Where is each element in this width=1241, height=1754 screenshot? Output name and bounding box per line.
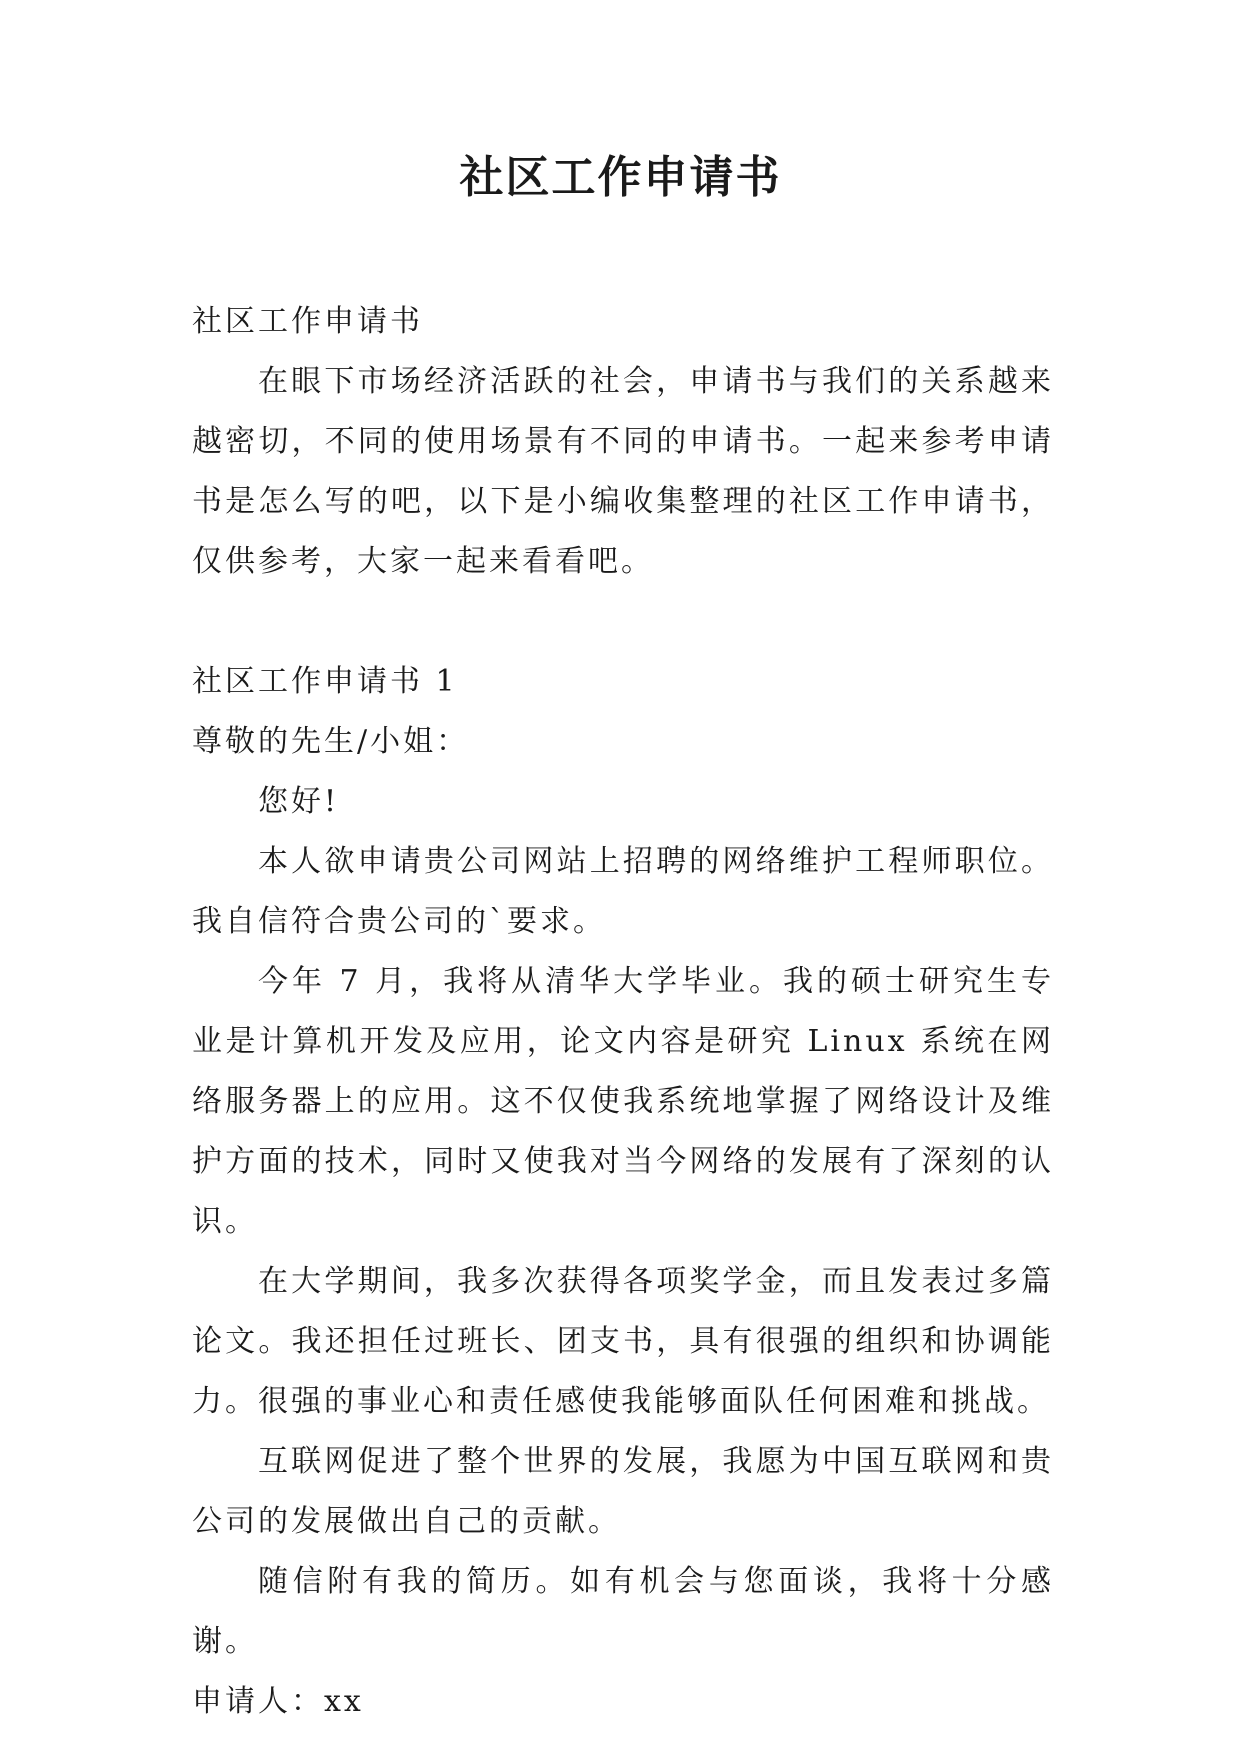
signature: 申请人：xx <box>192 1684 364 1719</box>
intro-paragraph: 在眼下市场经济活跃的社会，申请书与我们的关系越来越密切，不同的使用场景有不同的申请书。一起来参考申请书是怎么写的吧，以下是小编收集整理的社区工作申请书，仅供参考，大家一起来看看吧。 <box>192 364 1054 579</box>
body-paragraph: 今年 7 月，我将从清华大学毕业。我的硕士研究生专业是计算机开发及应用，论文内容是研究 Linux 系统在网络服务器上的应用。这不仅使我系统地掌握了网络设计及维护方面的技术，同时又使我对当今网络的发展有了深刻的认识。 <box>192 964 1054 1239</box>
section-heading: 社区工作申请书 1 <box>192 664 458 699</box>
body-paragraph: 随信附有我的简历。如有机会与您面谈，我将十分感谢。 <box>192 1564 1054 1659</box>
document-body <box>192 292 1054 1732</box>
salutation: 尊敬的先生/小姐： <box>192 724 470 759</box>
body-paragraph: 本人欲申请贵公司网站上招聘的网络维护工程师职位。我自信符合贵公司的`要求。 <box>192 844 1054 939</box>
body-paragraph: 在大学期间，我多次获得各项奖学金，而且发表过多篇论文。我还担任过班长、团支书，具有很强的组织和协调能力。很强的事业心和责任感使我能够面队任何困难和挑战。 <box>192 1264 1054 1419</box>
greeting: 您好! <box>258 784 340 819</box>
subtitle: 社区工作申请书 <box>192 304 423 339</box>
body-paragraph: 互联网促进了整个世界的发展，我愿为中国互联网和贵公司的发展做出自己的贡献。 <box>192 1444 1054 1539</box>
document-title: 社区工作申请书 <box>459 152 782 203</box>
